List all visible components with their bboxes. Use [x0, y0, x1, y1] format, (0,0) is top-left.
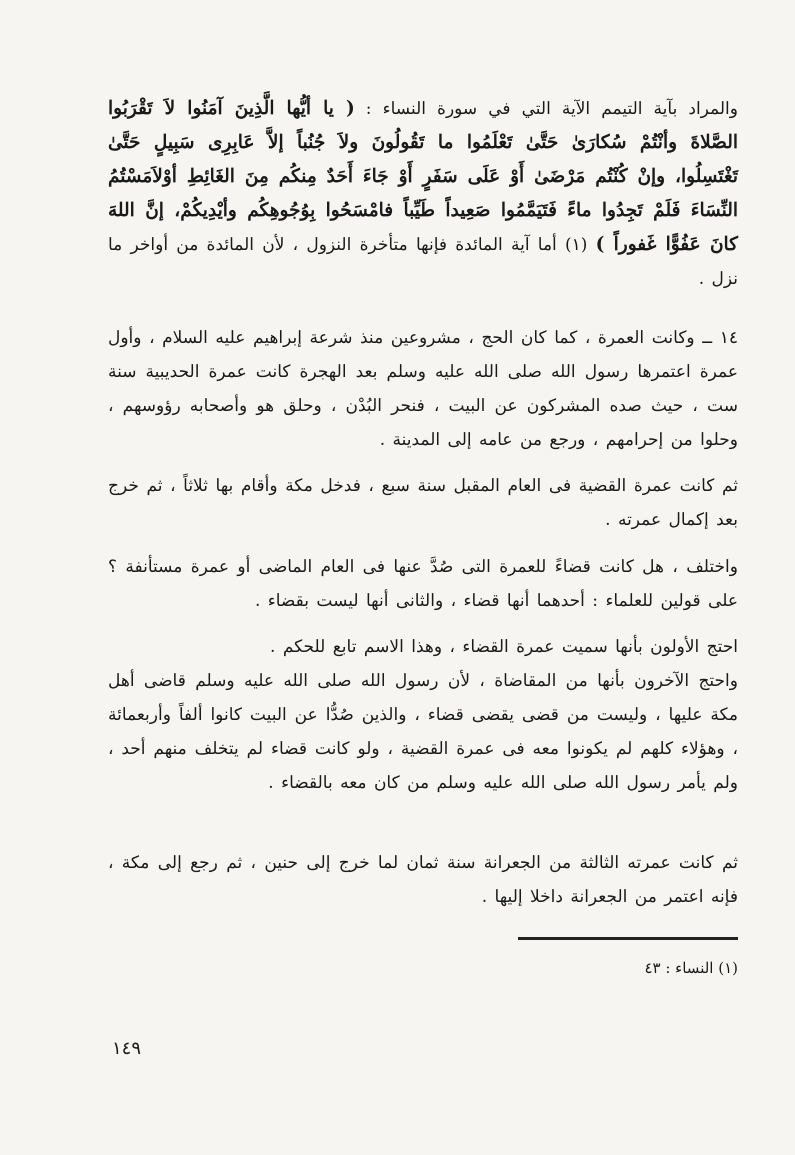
paragraph-text: احتج الأولون بأنها سميت عمرة القضاء ، وهذا الاسم تابع للحكم . — [270, 637, 738, 657]
paragraph-rest: أما آية المائدة فإنها متأخرة النزول ، لأن المائدة من أواخر ما نزل . — [108, 235, 738, 289]
footnote-reference: (١) — [556, 235, 596, 255]
paragraph-text: ثم كانت عمرته الثالثة من الجعرانة سنة ثمان لما خرج إلى حنين ، ثم رجع إلى مكة ، فإنه اعتمر من الجعرانة داخلا إليها . — [108, 853, 738, 907]
paragraph-disagreement — [108, 550, 738, 618]
paragraph-text: ١٤ ــ وكانت العمرة ، كما كان الحج ، مشروعين منذ شرعة إبراهيم عليه السلام ، وأول عمرة اعتمرها رسول الله صلى الله عليه وسلم بعد الهجرة كانت عمرة الحديبية سنة ست ، حيث صده المشركون عن البيت ، فنحر البُدْن ، وحلق هو وأصحابه رؤوسهم ، وحلوا من إحرامهم ، ورجع من عامه إلى المدينة . — [108, 328, 738, 450]
paragraph-umrat-alqadiyya — [108, 469, 738, 537]
quran-verse: ( يا أيُّها الَّذِينَ آمَنُوا لاَ تَقْرَبُوا الصَّلاةَ وأنْتُمْ سُكارَىٰ حَتَّىٰ تَعْلَمُوا ما تَقُولُونَ ولاَ جُنُباً إلاَّ عَابِرِى سَبِيلٍ حَتَّىٰ تَغْتَسِلُوا، وإنْ كُنْتُم مَرْضَىٰ أَوْ عَلَى سَفَرٍ أَوْ جَاءَ أَحَدٌ مِنكُم مِنَ الغَائِطِ أوْلاَمَسْتُمُ النِّسَاءَ فَلَمْ تَجِدُوا ماءً فَتَيَمَّمُوا صَعِيداً طَيِّباً فامْسَحُوا بِوُجُوهِكُم وأيْدِيكُمْ، إنَّ اللهَ كانَ عَفُوًّا غَفوراً ) — [108, 98, 738, 255]
paragraph-second-view — [108, 664, 738, 800]
paragraph-intro: والمراد بآية التيمم الآية التي في سورة النساء : — [354, 99, 738, 119]
footnote: (١) النساء : ٤٣ — [644, 959, 738, 977]
paragraph-text: واختلف ، هل كانت قضاءً للعمرة التى صُدَّ عنها فى العام الماضى أو عمرة مستأنفة ؟ على قولين للعلماء : أحدهما أنها قضاء ، والثانى أنها ليست بقضاء . — [108, 557, 738, 611]
page-number: ١٤٩ — [112, 1038, 142, 1059]
paragraph-third-umrah — [108, 846, 738, 914]
paragraph-text: ثم كانت عمرة القضية فى العام المقبل سنة سبع ، فدخل مكة وأقام بها ثلاثاً ، ثم خرج بعد إكمال عمرته . — [108, 476, 738, 530]
paragraph-text — [108, 92, 738, 296]
paragraph-text: واحتج الآخرون بأنها من المقاضاة ، لأن رسول الله صلى الله عليه وسلم قاضى أهل مكة عليها ، وليست من قضى يقضى قضاء ، والذين صُدُّا عن البيت كانوا ألفاً وأربعمائة ، وهؤلاء كلهم لم يكونوا معه فى عمرة القضية ، ولو كانت قضاء لم يتخلف منهم أحد ، ولم يأمر رسول الله صلى الله عليه وسلم من كان معه بالقضاء . — [108, 671, 738, 793]
paragraph-first-view — [108, 630, 738, 664]
paragraph-tayammum-verse — [108, 92, 738, 296]
footnote-divider — [518, 937, 738, 940]
paragraph-umrah-history — [108, 321, 738, 457]
